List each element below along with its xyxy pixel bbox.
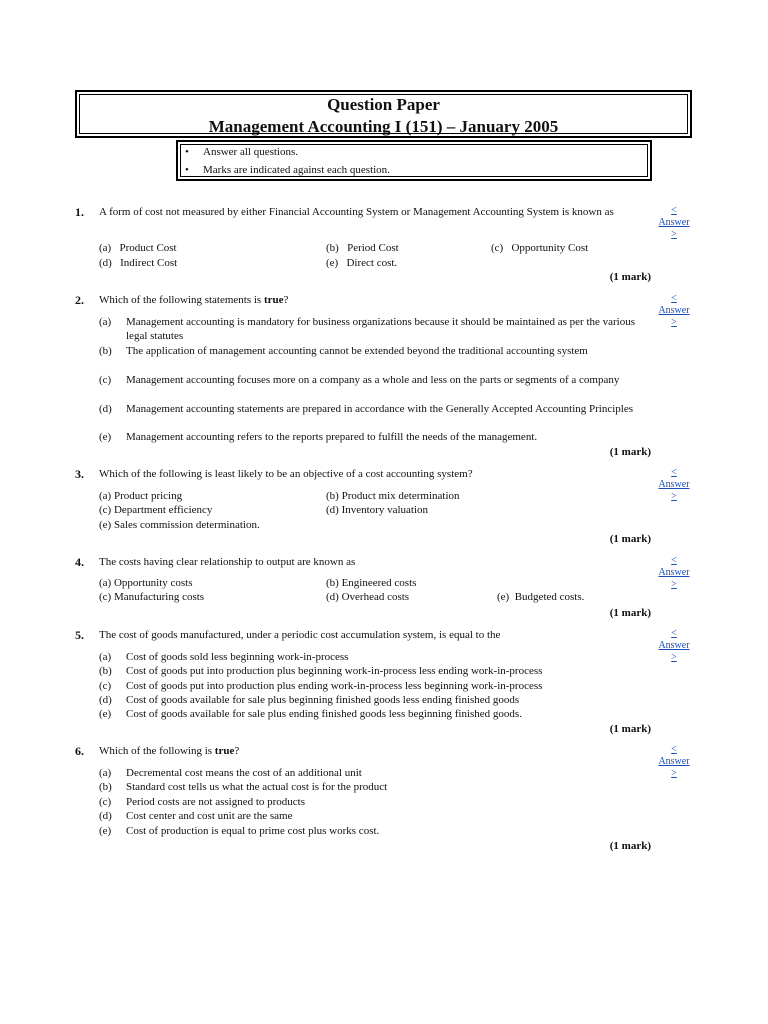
question-5: 5. The cost of goods manufactured, under a periodic cost accumulation system, is equal to the (a) Cost of goods sold less beginning work-in-process (b) Cost of goods put into production plus beginning work-in-process less ending work-in-process (c) Cost of goods put into production plus ending work-in-process less beginning work-in-process (d) Cost of goods available for sale plus beginning finished goods less ending finished goods (e) Cost of goods available for sale plus ending finished goods less beginning finished goods. (1 mark) — [75, 628, 655, 738]
answer-link-6[interactable]: < Answer > — [658, 744, 690, 779]
answer-link-4[interactable]: < Answer > — [658, 555, 690, 590]
option-b: (b) Product mix determination — [326, 490, 460, 502]
instructions-box — [176, 140, 652, 181]
question-2: 2. Which of the following statements is true? (a) Management accounting is mandatory for business organizations because it should be maintained as per the various legal statutes (b) The application of management accounting cannot be extended beyond the traditional accounting system (c) Management accounting focuses more on a company as a whole and less on the parts or segments of a company (d) Management accounting statements are prepared in accordance with the Generally Accepted Accounting Principles (e) Management accounting refers to the reports prepared to fulfill the needs of the management. (1 mark) — [75, 293, 655, 458]
marks-label: (1 mark) — [609, 446, 651, 458]
option-d: (d) Indirect Cost — [99, 257, 178, 269]
question-text: The costs having clear relationship to output are known as — [99, 556, 356, 568]
question-1 — [75, 205, 655, 285]
instruction-text: Answer all questions. — [203, 146, 299, 158]
question-text: Which of the following statements is true? — [99, 294, 289, 306]
option-a: (a) Opportunity costs — [99, 577, 193, 589]
question-number: 6. — [75, 744, 84, 758]
option-b: (b) Engineered costs — [326, 577, 417, 589]
option-c: (c) Opportunity Cost — [491, 242, 589, 254]
question-6: 6. Which of the following is true? (a) Decremental cost means the cost of an additional unit (b) Standard cost tells us what the actual cost is for the product (c) Period costs are not assigned to products (d) Cost center and cost unit are the same (e) Cost of production is equal to prime cost plus works cost. (1 mark) — [75, 744, 655, 854]
option-d: (d) Inventory valuation — [326, 504, 429, 516]
question-text: Which of the following is least likely to be an objective of a cost accounting system? — [99, 468, 473, 480]
question-number: 5. — [75, 628, 84, 642]
option-c: (c) Department efficiency — [99, 504, 213, 516]
question-number: 2. — [75, 293, 84, 307]
instruction-text: Marks are indicated against each question. — [203, 164, 390, 176]
answer-link-1[interactable]: < Answer > — [658, 205, 690, 240]
option-b: (b) Period Cost — [326, 242, 399, 254]
marks-label: (1 mark) — [609, 840, 651, 852]
instruction-item — [185, 146, 298, 158]
option-a: (a) Product Cost — [99, 242, 177, 254]
question-text: A form of cost not measured by either Financial Accounting System or Management Accounting System is known as — [99, 206, 614, 218]
marks-label: (1 mark) — [609, 533, 651, 545]
option-a: (a) Product pricing — [99, 490, 183, 502]
question-number: 1. — [75, 205, 84, 219]
bullet-icon: • — [185, 146, 189, 158]
question-4 — [75, 555, 655, 625]
answer-link-2[interactable]: < Answer > — [658, 293, 690, 328]
option-c: (c) Manufacturing costs — [99, 591, 205, 603]
marks-label: (1 mark) — [609, 723, 651, 735]
answer-link-5[interactable]: < Answer > — [658, 628, 690, 663]
option-e: (e) Budgeted costs. — [497, 591, 585, 603]
marks-label: (1 mark) — [609, 607, 651, 619]
marks-label: (1 mark) — [609, 271, 651, 283]
question-text: Which of the following is true? — [99, 745, 240, 757]
question-number: 3. — [75, 467, 84, 481]
answer-link-3[interactable]: < Answer > — [658, 467, 690, 502]
title-box — [75, 90, 692, 138]
question-number: 4. — [75, 555, 84, 569]
instruction-item — [185, 164, 390, 176]
question-3 — [75, 467, 655, 547]
option-d: (d) Overhead costs — [326, 591, 410, 603]
paper-title: Question Paper — [327, 95, 440, 114]
bullet-icon: • — [185, 164, 189, 176]
option-e: (e) Direct cost. — [326, 257, 398, 269]
option-e: (e) Sales commission determination. — [99, 519, 260, 531]
question-text: The cost of goods manufactured, under a periodic cost accumulation system, is equal to the — [99, 629, 501, 641]
paper-subtitle: Management Accounting I (151) – January 2005 — [208, 117, 559, 136]
